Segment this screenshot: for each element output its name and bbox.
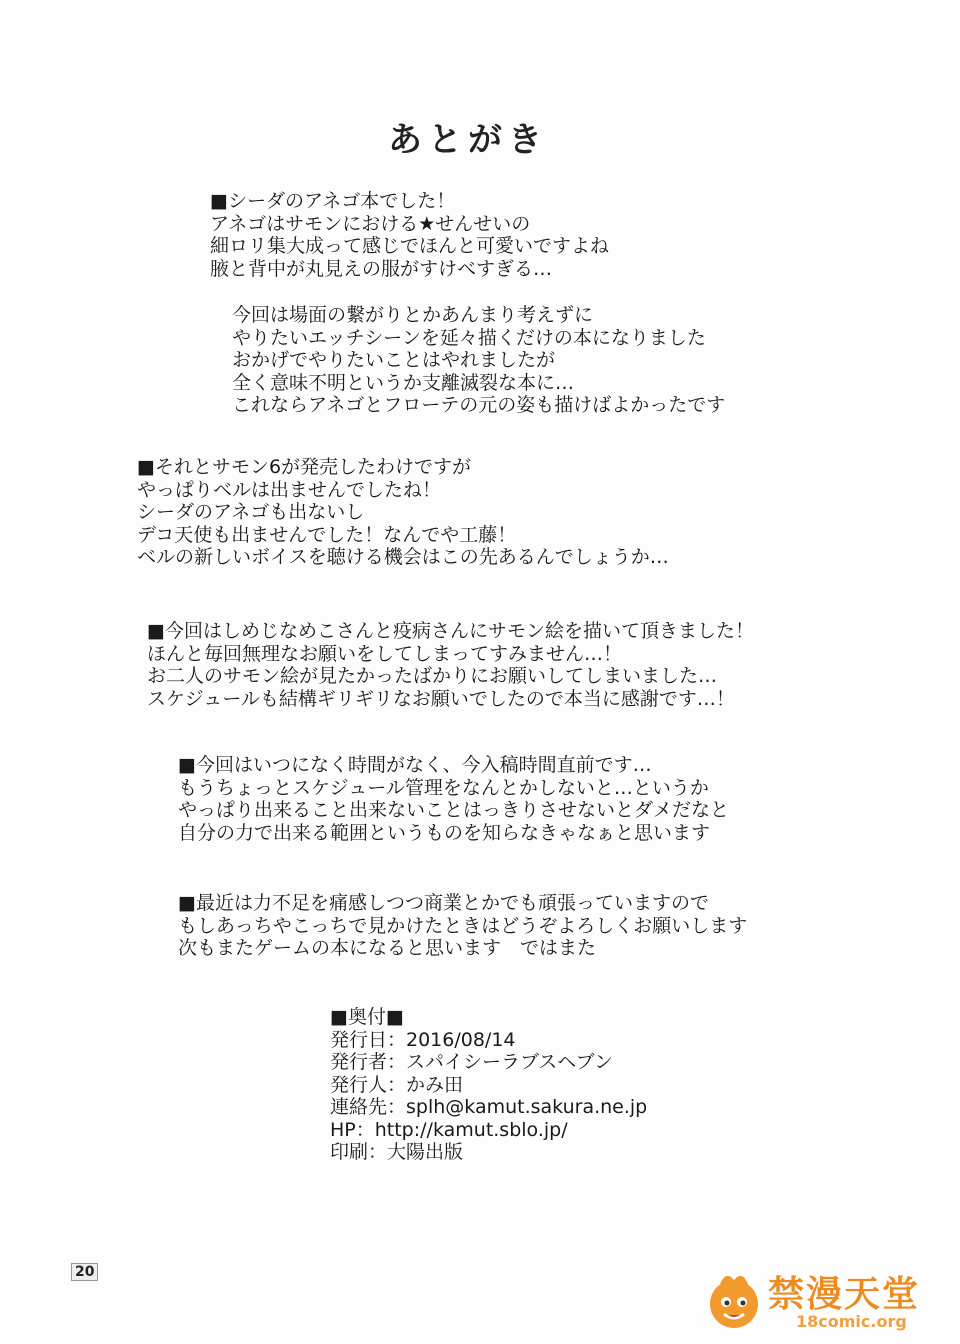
text-line: これならアネゴとフローテの元の姿も描けばよかったです xyxy=(232,394,726,416)
watermark-name: 禁漫天堂 xyxy=(768,1274,921,1315)
text-line: 今回は場面の繋がりとかあんまり考えずに xyxy=(232,304,594,326)
text-line: ■今回はいつになく時間がなく、今入稿時間直前です… xyxy=(178,754,652,776)
text-line: やっぱり出来ること出来ないことはっきりさせないとダメだなと xyxy=(178,799,730,821)
text-line: やっぱりベルは出ませんでしたね！ xyxy=(137,478,442,501)
text-line: ■シーダのアネゴ本でした！ xyxy=(210,190,456,212)
text-line: お二人のサモン絵が見たかったばかりにお願いしてしまいました… xyxy=(147,665,718,687)
colophon-publisher: 発行者：スパイシーラブスヘブン xyxy=(330,1051,613,1073)
text-line: 腋と背中が丸見えの服がすけべすぎる… xyxy=(210,257,553,280)
colophon-contact: 連絡先：splh@kamut.sakura.ne.jp xyxy=(330,1096,648,1118)
text-line: やりたいエッチシーンを延々描くだけの本になりました xyxy=(232,326,706,349)
text-line: デコ天使も出ませんでした！なんでや工藤！ xyxy=(137,523,517,546)
colophon-homepage: HP：http://kamut.sblo.jp/ xyxy=(330,1118,568,1141)
colophon-issuer: 発行人：かみ田 xyxy=(330,1073,464,1096)
text-line: アネゴはサモンにおける★せんせいの xyxy=(210,212,531,235)
text-line: ■それとサモン6が発売したわけですが xyxy=(137,456,472,478)
text-line: 細ロリ集大成って感じでほんと可愛いですよね xyxy=(210,235,610,257)
mascot-icon xyxy=(700,1266,768,1334)
afterword-section-4 xyxy=(147,620,754,710)
text-line: 自分の力で出来る範囲というものを知らなきゃなぁと思います xyxy=(178,821,711,844)
colophon-printer: 印刷：大陽出版 xyxy=(330,1141,464,1163)
watermark-url: 18comic.org xyxy=(796,1312,907,1331)
text-line: 次もまたゲームの本になると思います ではまた xyxy=(178,937,597,959)
text-line: おかげでやりたいことはやれましたが xyxy=(232,349,556,371)
afterword-section-2 xyxy=(232,304,725,417)
text-line: 全く意味不明というか支離滅裂な本に… xyxy=(232,371,575,394)
text-line: もしあっちやこっちで見かけたときはどうぞよろしくお願いします xyxy=(178,914,748,937)
colophon-heading: ■奥付■ xyxy=(330,1006,404,1028)
colophon-date: 発行日：2016/08/14 xyxy=(330,1028,516,1051)
text-line: シーダのアネゴも出ないし xyxy=(137,501,365,523)
text-line: ほんと毎回無理なお願いをしてしまってすみません…！ xyxy=(147,642,623,665)
afterword-section-6 xyxy=(178,892,747,960)
watermark-logo xyxy=(700,1262,930,1338)
text-line: ■今回はしめじなめこさんと疫病さんにサモン絵を描いて頂きました！ xyxy=(147,620,754,642)
afterword-section-3 xyxy=(137,456,669,569)
text-line: スケジュールも結構ギリギリなお願いでしたので本当に感謝です…！ xyxy=(147,687,735,710)
page-number: 20 xyxy=(71,1263,98,1281)
page-title: あとがき xyxy=(388,120,548,160)
text-line: ベルの新しいボイスを聴ける機会はこの先あるんでしょうか… xyxy=(137,546,669,568)
afterword-section-5 xyxy=(178,754,729,844)
text-line: ■最近は力不足を痛感しつつ商業とかでも頑張っていますので xyxy=(178,892,709,914)
colophon xyxy=(330,1006,647,1164)
text-line: もうちょっとスケジュール管理をなんとかしないと…というか xyxy=(178,776,709,799)
afterword-section-1 xyxy=(210,190,609,280)
